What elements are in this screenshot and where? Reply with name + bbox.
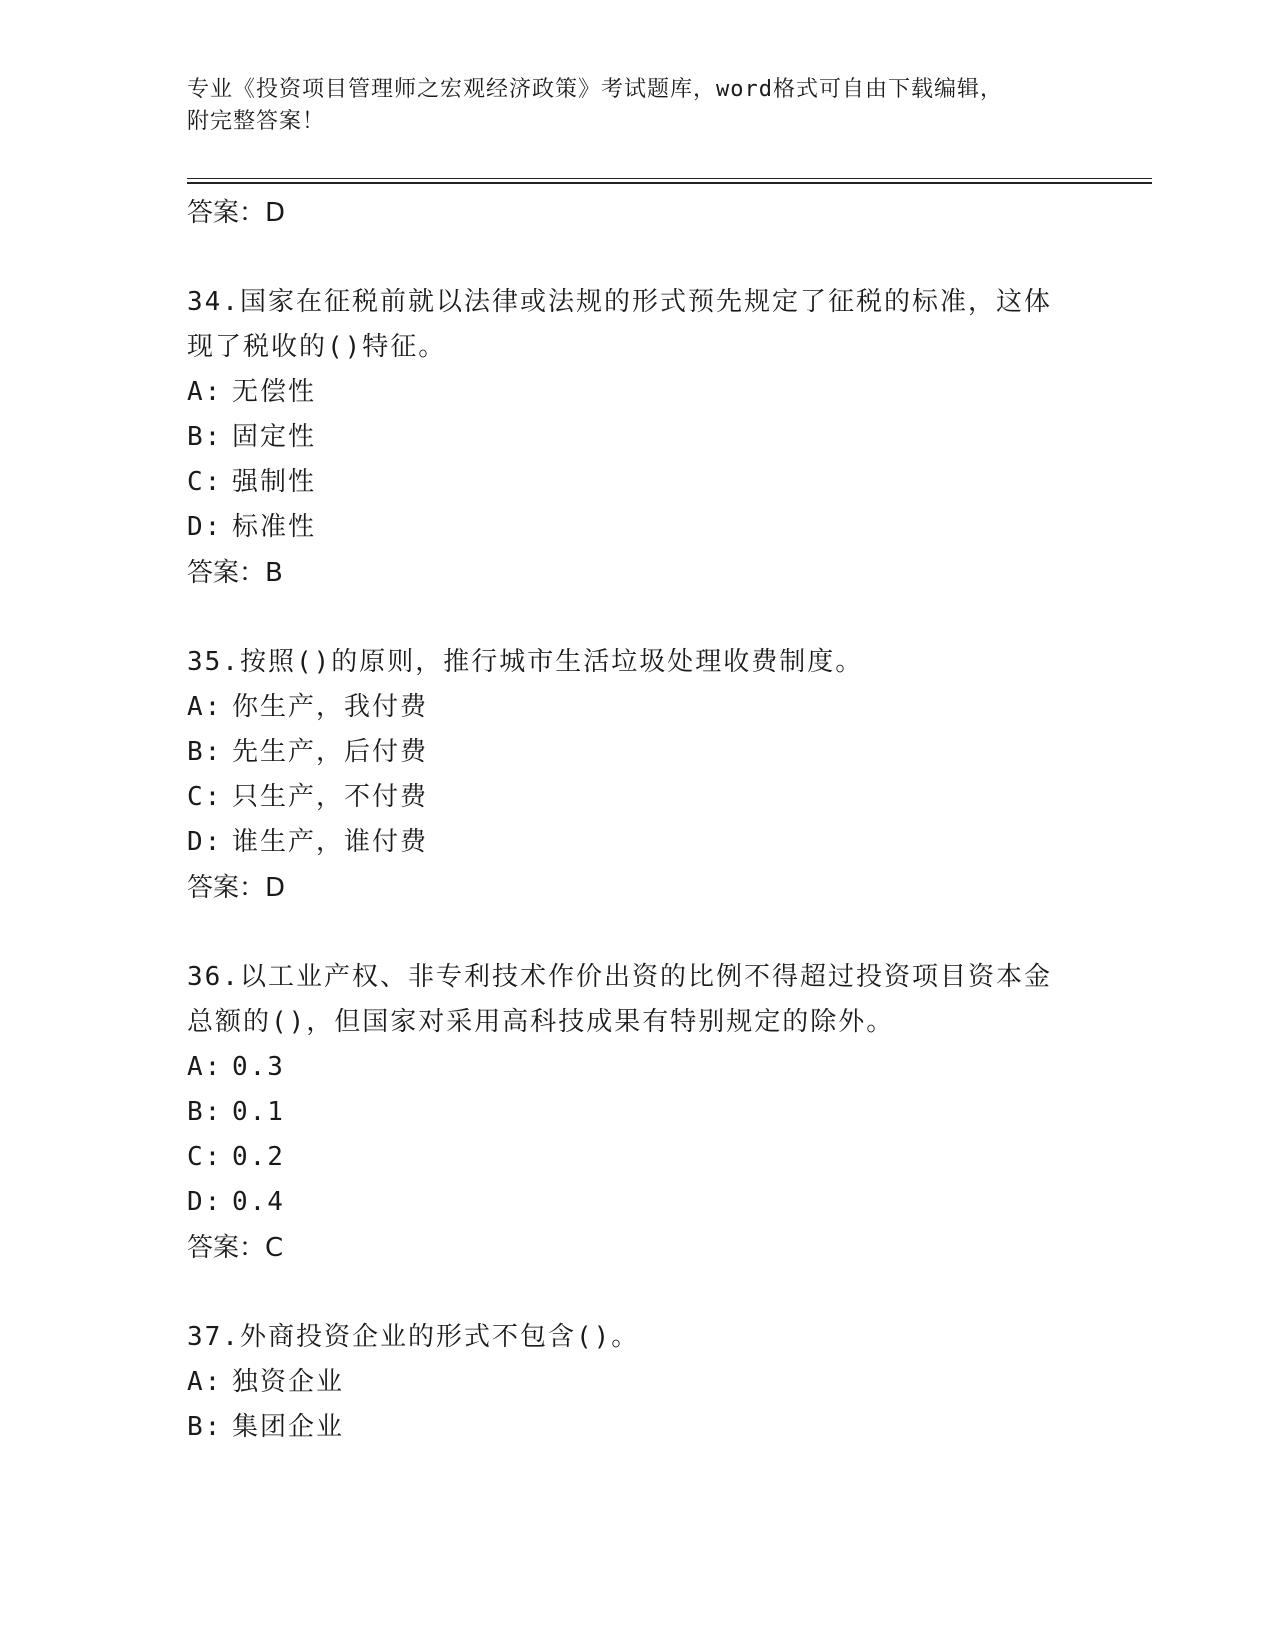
option-text: 强制性 bbox=[232, 467, 317, 497]
option-c bbox=[187, 775, 1087, 820]
option-key: A: bbox=[187, 1052, 223, 1082]
option-a bbox=[187, 685, 1087, 730]
option-b bbox=[187, 1090, 1087, 1135]
question-text-line-1: 国家在征税前就以法律或法规的形式预先规定了征税的标准，这体 bbox=[239, 287, 1052, 317]
option-a bbox=[187, 370, 1087, 415]
option-key: B: bbox=[187, 737, 223, 767]
answer-line bbox=[187, 190, 1087, 236]
option-key: A: bbox=[187, 377, 223, 407]
option-text: 0.1 bbox=[232, 1097, 285, 1127]
option-d bbox=[187, 505, 1087, 550]
answer-value: C bbox=[265, 1233, 284, 1263]
question-text bbox=[187, 640, 1087, 685]
option-text: 0.3 bbox=[232, 1052, 285, 1082]
option-key: C: bbox=[187, 467, 223, 497]
option-key: D: bbox=[187, 512, 223, 542]
question-number: 34. bbox=[187, 287, 240, 317]
question-block-35 bbox=[187, 640, 1087, 911]
option-text: 先生产，后付费 bbox=[232, 737, 429, 767]
question-text bbox=[187, 280, 1087, 370]
header-line-2: 附完整答案！ bbox=[187, 109, 326, 134]
option-key: C: bbox=[187, 1142, 223, 1172]
option-key: D: bbox=[187, 827, 223, 857]
option-b bbox=[187, 1405, 1087, 1450]
question-number: 37. bbox=[187, 1322, 240, 1352]
question-text bbox=[187, 955, 1087, 1045]
option-b bbox=[187, 415, 1087, 460]
option-key: C: bbox=[187, 782, 223, 812]
option-text: 集团企业 bbox=[232, 1412, 345, 1442]
header-divider-thin bbox=[187, 178, 1152, 179]
answer-line bbox=[187, 865, 1087, 911]
option-d bbox=[187, 820, 1087, 865]
answer-value: B bbox=[265, 558, 283, 588]
header-divider-thick bbox=[187, 182, 1152, 184]
option-text: 谁生产，谁付费 bbox=[232, 827, 429, 857]
question-block-34 bbox=[187, 280, 1087, 596]
option-a bbox=[187, 1045, 1087, 1090]
answer-line bbox=[187, 1225, 1087, 1271]
option-c bbox=[187, 1135, 1087, 1180]
option-text: 只生产，不付费 bbox=[232, 782, 429, 812]
option-text: 固定性 bbox=[232, 422, 317, 452]
option-key: A: bbox=[187, 1367, 223, 1397]
question-text-line-1: 外商投资企业的形式不包含()。 bbox=[239, 1322, 640, 1352]
option-text: 你生产，我付费 bbox=[232, 692, 429, 722]
answer-value: D bbox=[265, 873, 286, 903]
question-text-line-1: 以工业产权、非专利技术作价出资的比例不得超过投资项目资本金 bbox=[239, 962, 1052, 992]
option-key: B: bbox=[187, 422, 223, 452]
answer-label: 答案： bbox=[187, 1233, 266, 1263]
question-block-36 bbox=[187, 955, 1087, 1271]
question-list bbox=[187, 190, 1087, 1450]
question-number: 35. bbox=[187, 647, 240, 677]
option-a bbox=[187, 1360, 1087, 1405]
option-key: A: bbox=[187, 692, 223, 722]
option-d bbox=[187, 1180, 1087, 1225]
option-text: 0.2 bbox=[232, 1142, 285, 1172]
question-text-line-1: 按照()的原则，推行城市生活垃圾处理收费制度。 bbox=[239, 647, 864, 677]
question-text bbox=[187, 1315, 1087, 1360]
question-text-line-2: 现了税收的()特征。 bbox=[187, 332, 447, 362]
option-text: 标准性 bbox=[232, 512, 317, 542]
answer-label: 答案： bbox=[187, 198, 266, 228]
header-line-1: 专业《投资项目管理师之宏观经济政策》考试题库，word格式可自由下载编辑， bbox=[187, 77, 1003, 102]
answer-value: D bbox=[265, 198, 286, 228]
question-block-37 bbox=[187, 1315, 1087, 1450]
option-text: 0.4 bbox=[232, 1187, 285, 1217]
option-key: D: bbox=[187, 1187, 223, 1217]
option-c bbox=[187, 460, 1087, 505]
option-key: B: bbox=[187, 1097, 223, 1127]
option-b bbox=[187, 730, 1087, 775]
question-text-line-2: 总额的()，但国家对采用高科技成果有特别规定的除外。 bbox=[187, 1007, 895, 1037]
option-text: 独资企业 bbox=[232, 1367, 345, 1397]
option-text: 无偿性 bbox=[232, 377, 317, 407]
answer-line bbox=[187, 550, 1087, 596]
document-header bbox=[187, 74, 1067, 138]
answer-label: 答案： bbox=[187, 558, 266, 588]
answer-label: 答案： bbox=[187, 873, 266, 903]
option-key: B: bbox=[187, 1412, 223, 1442]
question-number: 36. bbox=[187, 962, 240, 992]
